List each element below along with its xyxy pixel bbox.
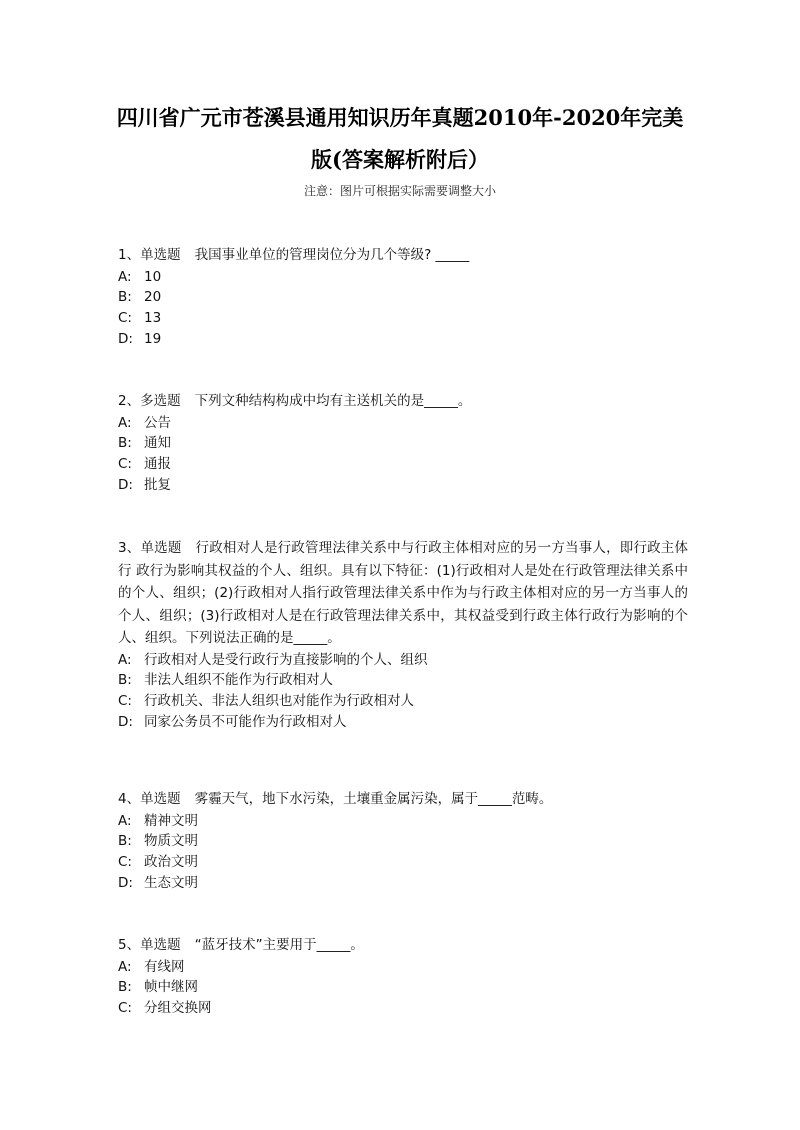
option-key: B: [118, 979, 132, 996]
question-number: 4、单选题 [118, 791, 181, 807]
question-text: “蓝牙技术”主要用于_____。 [194, 937, 364, 953]
question-number: 3、单选题 [118, 540, 182, 556]
option-key: C: [118, 455, 132, 472]
question-stem [118, 537, 688, 650]
option-a[interactable] [118, 811, 688, 832]
question-text: 我国事业单位的管理岗位分为几个等级? _____ [194, 247, 470, 263]
option-text: 行政机关、非法人组织也对能作为行政相对人 [144, 692, 414, 709]
option-text: 物质文明 [144, 833, 198, 850]
option-key: B: [118, 672, 132, 689]
option-text: 分组交换网 [144, 999, 212, 1016]
option-text: 生态文明 [144, 874, 198, 891]
option-text: 政治文明 [144, 853, 198, 870]
option-b[interactable] [118, 831, 688, 852]
question-number: 1、单选题 [118, 247, 181, 263]
option-key: D: [118, 476, 133, 493]
option-d[interactable] [118, 329, 688, 350]
option-key: C: [118, 999, 132, 1016]
option-a[interactable] [118, 267, 688, 288]
document-note: 注意：图片可根据实际需要调整大小 [303, 184, 496, 198]
option-d[interactable] [118, 475, 688, 496]
question-stem [118, 788, 688, 811]
question-1 [118, 244, 688, 349]
option-c[interactable] [118, 998, 688, 1019]
option-text: 精神文明 [144, 812, 198, 829]
option-text: 19 [144, 330, 162, 347]
option-text: 通报 [144, 455, 171, 472]
question-stem [118, 244, 688, 267]
option-key: A: [118, 268, 132, 285]
option-key: C: [118, 692, 132, 709]
question-stem [118, 390, 688, 413]
option-key: D: [118, 330, 133, 347]
option-c[interactable] [118, 454, 688, 475]
option-key: A: [118, 651, 132, 668]
option-text: 公告 [144, 414, 171, 431]
question-text: 行政相对人是行政管理法律关系中与行政主体相对应的另一方当事人，即行政主体行 政行为影响其权益的个人、组织。具有以下特征：(1)行政相对人是处在行政管理法律关系中的个人、组织；(2)行政相对人指行政管理法律关系中作为与行政主体相对应的另一方当事人的 个人、组织；(3)行政相对人是在行政管理法律关系中，其权益受到行政主体行政行为影响的个 人、组织。下列说法正确的是_____。 [118, 540, 688, 646]
option-text: 20 [144, 289, 162, 306]
option-c[interactable] [118, 308, 688, 329]
option-key: A: [118, 812, 132, 829]
option-text: 同家公务员不可能作为行政相对人 [144, 713, 347, 730]
question-text: 下列文种结构构成中均有主送机关的是_____。 [194, 393, 472, 409]
option-b[interactable] [118, 977, 688, 998]
option-c[interactable] [118, 691, 688, 712]
question-5 [118, 934, 688, 1019]
option-key: D: [118, 713, 133, 730]
option-a[interactable] [118, 413, 688, 434]
option-c[interactable] [118, 852, 688, 873]
document-title-line-1: 四川省广元市苍溪县通用知识历年真题2010年-2020年完美 [116, 105, 684, 130]
question-3 [118, 537, 688, 732]
question-number: 2、多选题 [118, 393, 181, 409]
option-a[interactable] [118, 650, 688, 671]
option-text: 帧中继网 [144, 979, 198, 996]
option-d[interactable] [118, 712, 688, 733]
option-key: B: [118, 833, 132, 850]
option-b[interactable] [118, 287, 688, 308]
question-4 [118, 788, 688, 893]
option-text: 行政相对人是受行政行为直接影响的个人、组织 [144, 651, 428, 668]
option-key: A: [118, 958, 132, 975]
option-text: 批复 [144, 476, 171, 493]
option-key: C: [118, 853, 132, 870]
option-b[interactable] [118, 670, 688, 691]
question-stem [118, 934, 688, 957]
option-key: D: [118, 874, 133, 891]
option-text: 通知 [144, 435, 171, 452]
option-a[interactable] [118, 957, 688, 978]
option-key: B: [118, 289, 132, 306]
option-text: 13 [144, 309, 162, 326]
option-d[interactable] [118, 873, 688, 894]
question-text: 雾霾天气，地下水污染，土壤重金属污染，属于_____范畴。 [194, 791, 553, 807]
option-text: 非法人组织不能作为行政相对人 [144, 672, 333, 689]
document-title-line-2: 版(答案解析附后） [311, 147, 489, 172]
option-text: 有线网 [144, 958, 185, 975]
option-text: 10 [144, 268, 162, 285]
question-number: 5、单选题 [118, 937, 181, 953]
option-b[interactable] [118, 433, 688, 454]
question-2 [118, 390, 688, 495]
option-key: A: [118, 414, 132, 431]
option-key: B: [118, 435, 132, 452]
option-key: C: [118, 309, 132, 326]
